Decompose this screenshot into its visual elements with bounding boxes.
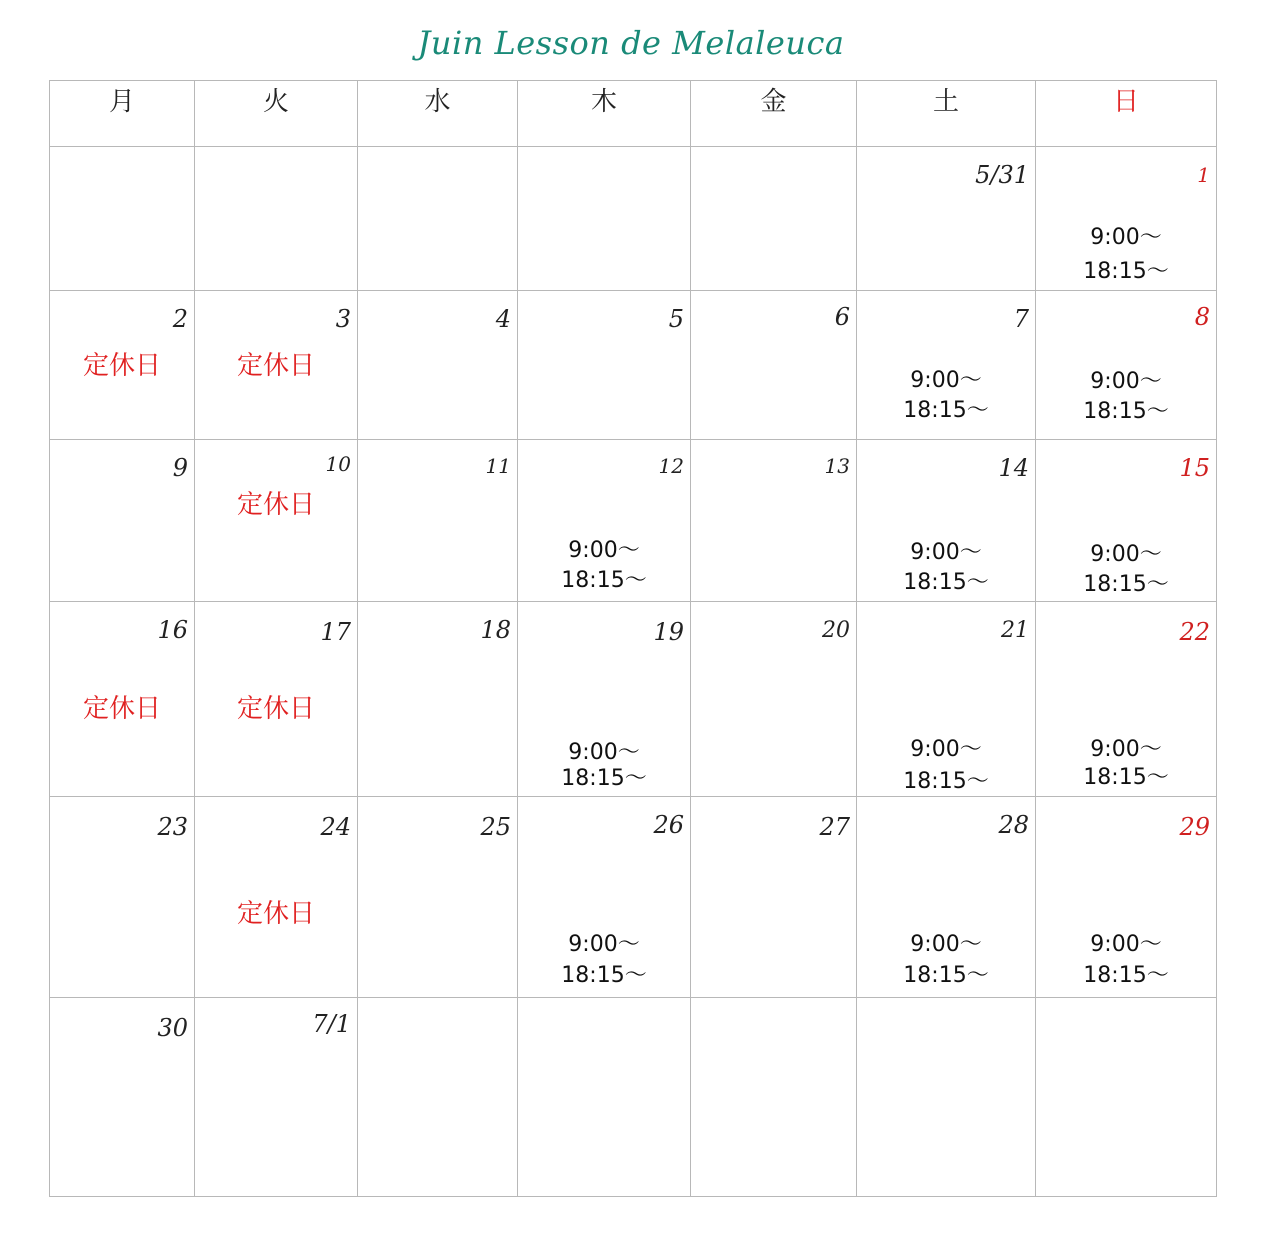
weekday-wed: 水 xyxy=(358,81,518,147)
day-cell xyxy=(358,440,518,602)
day-cell xyxy=(195,998,358,1197)
day-cell xyxy=(857,147,1036,291)
day-cell xyxy=(691,797,857,998)
weekday-header-row xyxy=(50,81,1217,147)
day-cell xyxy=(358,797,518,998)
time-morning: 9:00〜 xyxy=(910,932,982,957)
time-evening: 18:15〜 xyxy=(561,568,647,593)
day-number: 23 xyxy=(157,813,188,841)
day-number: 5/31 xyxy=(975,161,1029,189)
calendar-title: Juin Lesson de Melaleuca xyxy=(417,24,845,62)
day-cell xyxy=(1036,291,1217,440)
day-cell xyxy=(1036,147,1217,291)
week-row xyxy=(50,602,1217,797)
time-morning: 9:00〜 xyxy=(1090,932,1162,957)
day-cell xyxy=(1036,602,1217,797)
day-number: 3 xyxy=(335,305,351,333)
day-cell xyxy=(857,602,1036,797)
day-number: 14 xyxy=(998,454,1029,482)
time-evening: 18:15〜 xyxy=(1083,963,1169,988)
day-number-sunday: 1 xyxy=(1197,163,1210,187)
time-evening: 18:15〜 xyxy=(903,963,989,988)
time-morning: 9:00〜 xyxy=(1090,225,1162,250)
week-row xyxy=(50,147,1217,291)
day-cell xyxy=(857,440,1036,602)
day-number: 26 xyxy=(653,811,684,839)
day-cell xyxy=(195,147,358,291)
day-cell xyxy=(1036,998,1217,1197)
day-number-sunday: 8 xyxy=(1194,303,1210,331)
day-number: 9 xyxy=(172,454,188,482)
lesson-times xyxy=(857,929,1035,991)
time-morning: 9:00〜 xyxy=(910,540,982,565)
day-number: 2 xyxy=(172,305,188,333)
time-morning: 9:00〜 xyxy=(1090,369,1162,394)
day-cell xyxy=(691,147,857,291)
day-cell xyxy=(195,602,358,797)
time-evening: 18:15〜 xyxy=(561,963,647,988)
weekday-mon: 月 xyxy=(50,81,195,147)
time-evening: 18:15〜 xyxy=(561,766,647,791)
day-number-sunday: 29 xyxy=(1179,813,1210,841)
time-morning: 9:00〜 xyxy=(910,368,982,393)
lesson-times xyxy=(857,734,1035,798)
weekday-sat: 土 xyxy=(857,81,1036,147)
lesson-times xyxy=(1036,736,1216,792)
day-cell xyxy=(50,797,195,998)
day-number: 11 xyxy=(485,454,511,478)
day-number-sunday: 15 xyxy=(1179,454,1210,482)
time-evening: 18:15〜 xyxy=(903,570,989,595)
day-number: 7/1 xyxy=(312,1010,351,1038)
day-cell xyxy=(1036,440,1217,602)
week-row xyxy=(50,291,1217,440)
day-number: 5 xyxy=(668,305,684,333)
day-cell xyxy=(50,291,195,440)
day-cell xyxy=(1036,797,1217,998)
day-number: 25 xyxy=(480,813,511,841)
time-morning: 9:00〜 xyxy=(910,737,982,762)
day-cell xyxy=(358,998,518,1197)
day-cell xyxy=(50,602,195,797)
time-morning: 9:00〜 xyxy=(568,538,640,563)
day-cell xyxy=(857,797,1036,998)
lesson-times xyxy=(518,740,690,792)
calendar-grid xyxy=(49,80,1217,1197)
week-row xyxy=(50,797,1217,998)
day-cell xyxy=(195,797,358,998)
day-cell xyxy=(691,998,857,1197)
day-number: 21 xyxy=(1001,618,1029,643)
time-evening: 18:15〜 xyxy=(1083,259,1169,284)
closed-day-label: 定休日 xyxy=(82,694,161,724)
weekday-sun: 日 xyxy=(1036,81,1217,147)
day-number: 12 xyxy=(658,454,684,478)
closed-day-label: 定休日 xyxy=(82,351,161,381)
day-cell xyxy=(857,291,1036,440)
time-evening: 18:15〜 xyxy=(1083,572,1169,597)
day-cell xyxy=(195,291,358,440)
day-number: 6 xyxy=(834,303,850,331)
day-number: 7 xyxy=(1013,305,1029,333)
time-morning: 9:00〜 xyxy=(1090,737,1162,762)
time-morning: 9:00〜 xyxy=(568,740,640,765)
day-number: 16 xyxy=(157,616,188,644)
time-morning: 9:00〜 xyxy=(568,932,640,957)
day-number-sunday: 22 xyxy=(1179,618,1210,646)
day-cell xyxy=(691,602,857,797)
time-evening: 18:15〜 xyxy=(1083,399,1169,424)
lesson-times xyxy=(857,366,1035,426)
lesson-times xyxy=(1036,540,1216,600)
lesson-times xyxy=(1036,929,1216,991)
day-cell xyxy=(518,602,691,797)
day-cell xyxy=(518,797,691,998)
weekday-tue: 火 xyxy=(195,81,358,147)
day-number: 28 xyxy=(998,811,1029,839)
day-number: 17 xyxy=(320,618,351,646)
lesson-times xyxy=(1036,223,1216,287)
day-cell xyxy=(50,440,195,602)
week-row xyxy=(50,440,1217,602)
lesson-times xyxy=(518,536,690,596)
day-cell xyxy=(358,602,518,797)
closed-day-label: 定休日 xyxy=(236,351,315,381)
day-cell xyxy=(518,440,691,602)
day-number: 27 xyxy=(819,813,850,841)
day-cell xyxy=(518,291,691,440)
closed-day-label: 定休日 xyxy=(236,899,315,929)
lesson-times xyxy=(1036,367,1216,427)
day-cell xyxy=(857,998,1036,1197)
day-cell xyxy=(358,147,518,291)
day-number: 19 xyxy=(653,618,684,646)
day-cell xyxy=(50,998,195,1197)
closed-day-label: 定休日 xyxy=(236,490,315,520)
time-evening: 18:15〜 xyxy=(903,398,989,423)
day-number: 30 xyxy=(157,1014,188,1042)
day-cell xyxy=(518,147,691,291)
day-cell xyxy=(195,440,358,602)
day-number: 20 xyxy=(822,618,850,643)
closed-day-label: 定休日 xyxy=(236,694,315,724)
time-evening: 18:15〜 xyxy=(903,769,989,794)
weekday-thu: 木 xyxy=(518,81,691,147)
time-evening: 18:15〜 xyxy=(1083,765,1169,790)
weekday-fri: 金 xyxy=(691,81,857,147)
day-cell xyxy=(518,998,691,1197)
day-number: 10 xyxy=(325,452,351,476)
day-number: 13 xyxy=(824,454,850,478)
lesson-times xyxy=(857,538,1035,598)
day-cell xyxy=(691,291,857,440)
lesson-times xyxy=(518,929,690,991)
day-number: 18 xyxy=(480,616,511,644)
day-cell xyxy=(358,291,518,440)
day-number: 24 xyxy=(320,813,351,841)
week-row xyxy=(50,998,1217,1197)
day-cell xyxy=(50,147,195,291)
day-number: 4 xyxy=(495,305,511,333)
time-morning: 9:00〜 xyxy=(1090,542,1162,567)
day-cell xyxy=(691,440,857,602)
